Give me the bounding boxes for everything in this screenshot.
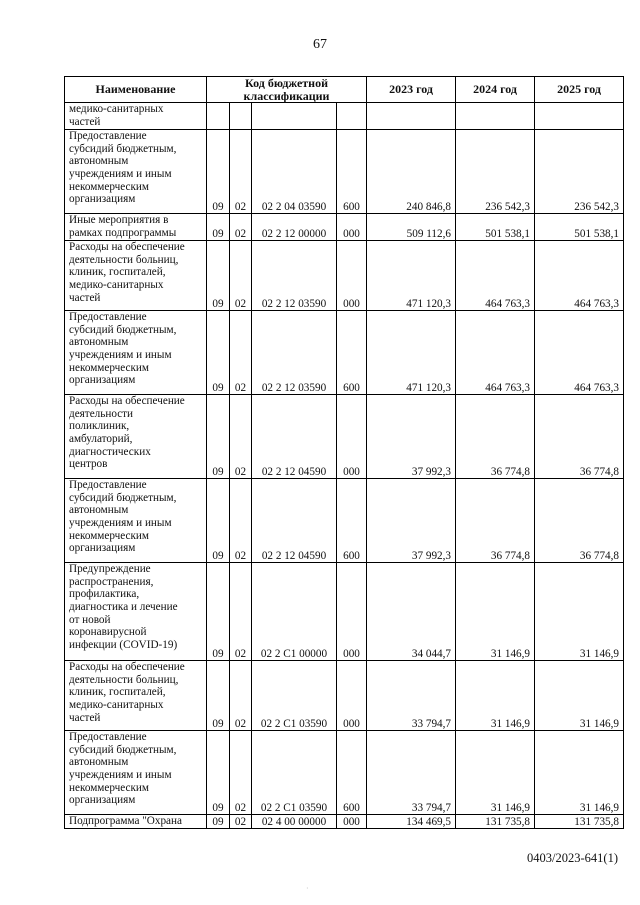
amount-2023: 471 120,3 <box>367 311 456 395</box>
header-row <box>65 77 624 103</box>
section-code: 09 <box>207 395 230 479</box>
amount-2024: 36 774,8 <box>456 395 535 479</box>
amount-2025: 36 774,8 <box>535 395 624 479</box>
page-number: 67 <box>313 37 327 52</box>
budget-table <box>64 76 624 829</box>
table-row <box>65 815 624 829</box>
target-article-code: 02 2 С1 03590 <box>252 661 337 731</box>
row-name: Предоставление субсидий бюджетным, автономным учреждениям и иным некоммерческим организациям <box>65 479 207 563</box>
amount-2024: 131 735,8 <box>456 815 535 829</box>
amount-2023: 37 992,3 <box>367 395 456 479</box>
amount-2025: 464 763,3 <box>535 241 624 311</box>
target-article-code <box>252 103 337 130</box>
subsection-code: 02 <box>230 214 252 241</box>
subsection-code: 02 <box>230 661 252 731</box>
row-name: Предоставление субсидий бюджетным, автономным учреждениям и иным некоммерческим организациям <box>65 311 207 395</box>
amount-2024: 236 542,3 <box>456 130 535 214</box>
amount-2025: 36 774,8 <box>535 479 624 563</box>
section-code: 09 <box>207 563 230 661</box>
amount-2023: 33 794,7 <box>367 661 456 731</box>
subsection-code: 02 <box>230 563 252 661</box>
amount-2025: 31 146,9 <box>535 563 624 661</box>
target-article-code: 02 2 С1 03590 <box>252 731 337 815</box>
table-row <box>65 661 624 731</box>
section-code: 09 <box>207 130 230 214</box>
table-row <box>65 241 624 311</box>
target-article-code: 02 2 12 03590 <box>252 311 337 395</box>
expense-type-code <box>337 103 367 130</box>
row-name: Иные мероприятия в рамках подпрограммы <box>65 214 207 241</box>
expense-type-code: 000 <box>337 815 367 829</box>
amount-2024: 31 146,9 <box>456 661 535 731</box>
header-2025: 2025 год <box>535 77 624 103</box>
section-code: 09 <box>207 661 230 731</box>
table-row <box>65 311 624 395</box>
subsection-code <box>230 103 252 130</box>
target-article-code: 02 2 12 03590 <box>252 241 337 311</box>
table-row <box>65 731 624 815</box>
amount-2023: 240 846,8 <box>367 130 456 214</box>
row-name: Предоставление субсидий бюджетным, автономным учреждениям и иным некоммерческим организациям <box>65 731 207 815</box>
amount-2023: 33 794,7 <box>367 731 456 815</box>
amount-2023: 34 044,7 <box>367 563 456 661</box>
section-code: 09 <box>207 214 230 241</box>
section-code: 09 <box>207 479 230 563</box>
amount-2023: 37 992,3 <box>367 479 456 563</box>
table-row <box>65 563 624 661</box>
amount-2024: 31 146,9 <box>456 563 535 661</box>
subsection-code: 02 <box>230 395 252 479</box>
section-code: 09 <box>207 241 230 311</box>
section-code: 09 <box>207 815 230 829</box>
expense-type-code: 000 <box>337 563 367 661</box>
amount-2025: 501 538,1 <box>535 214 624 241</box>
subsection-code: 02 <box>230 241 252 311</box>
section-code: 09 <box>207 311 230 395</box>
amount-2024: 464 763,3 <box>456 311 535 395</box>
table-row <box>65 130 624 214</box>
expense-type-code: 000 <box>337 661 367 731</box>
section-code: 09 <box>207 731 230 815</box>
subsection-code: 02 <box>230 130 252 214</box>
expense-type-code: 600 <box>337 479 367 563</box>
amount-2025: 31 146,9 <box>535 661 624 731</box>
amount-2025: 131 735,8 <box>535 815 624 829</box>
document-number: 0403/2023-641(1) <box>527 851 618 865</box>
row-name: медико-санитарных частей <box>65 103 207 130</box>
target-article-code: 02 4 00 00000 <box>252 815 337 829</box>
row-name: Расходы на обеспечение деятельности больниц, клиник, госпиталей, медико-санитарных частей <box>65 661 207 731</box>
header-code: Код бюджетной классификации <box>207 77 367 103</box>
target-article-code: 02 2 12 04590 <box>252 479 337 563</box>
subsection-code: 02 <box>230 815 252 829</box>
amount-2024: 501 538,1 <box>456 214 535 241</box>
expense-type-code: 600 <box>337 311 367 395</box>
amount-2023: 134 469,5 <box>367 815 456 829</box>
section-code <box>207 103 230 130</box>
header-2024: 2024 год <box>456 77 535 103</box>
amount-2024: 31 146,9 <box>456 731 535 815</box>
amount-2025: 236 542,3 <box>535 130 624 214</box>
subsection-code: 02 <box>230 311 252 395</box>
amount-2023: 509 112,6 <box>367 214 456 241</box>
header-name: Наименование <box>65 77 207 103</box>
expense-type-code: 600 <box>337 731 367 815</box>
row-name: Расходы на обеспечение деятельности поликлиник, амбулаторий, диагностических центров <box>65 395 207 479</box>
row-name: Предоставление субсидий бюджетным, автономным учреждениям и иным некоммерческим организациям <box>65 130 207 214</box>
table-row <box>65 103 624 130</box>
amount-2023 <box>367 103 456 130</box>
row-name: Предупреждение распространения, профилактика, диагностика и лечение от новой коронавирусной инфекции (COVID-19) <box>65 563 207 661</box>
expense-type-code: 000 <box>337 395 367 479</box>
target-article-code: 02 2 С1 00000 <box>252 563 337 661</box>
row-name: Подпрограмма "Охрана <box>65 815 207 829</box>
amount-2024: 36 774,8 <box>456 479 535 563</box>
target-article-code: 02 2 12 00000 <box>252 214 337 241</box>
amount-2025: 31 146,9 <box>535 731 624 815</box>
scan-mark: · <box>306 884 309 893</box>
amount-2025 <box>535 103 624 130</box>
target-article-code: 02 2 04 03590 <box>252 130 337 214</box>
header-2023: 2023 год <box>367 77 456 103</box>
amount-2025: 464 763,3 <box>535 311 624 395</box>
amount-2023: 471 120,3 <box>367 241 456 311</box>
expense-type-code: 000 <box>337 241 367 311</box>
amount-2024 <box>456 103 535 130</box>
target-article-code: 02 2 12 04590 <box>252 395 337 479</box>
expense-type-code: 600 <box>337 130 367 214</box>
row-name: Расходы на обеспечение деятельности больниц, клиник, госпиталей, медико-санитарных частей <box>65 241 207 311</box>
amount-2024: 464 763,3 <box>456 241 535 311</box>
subsection-code: 02 <box>230 479 252 563</box>
table-body <box>65 103 624 829</box>
table-row <box>65 395 624 479</box>
expense-type-code: 000 <box>337 214 367 241</box>
table-row <box>65 214 624 241</box>
table-row <box>65 479 624 563</box>
subsection-code: 02 <box>230 731 252 815</box>
